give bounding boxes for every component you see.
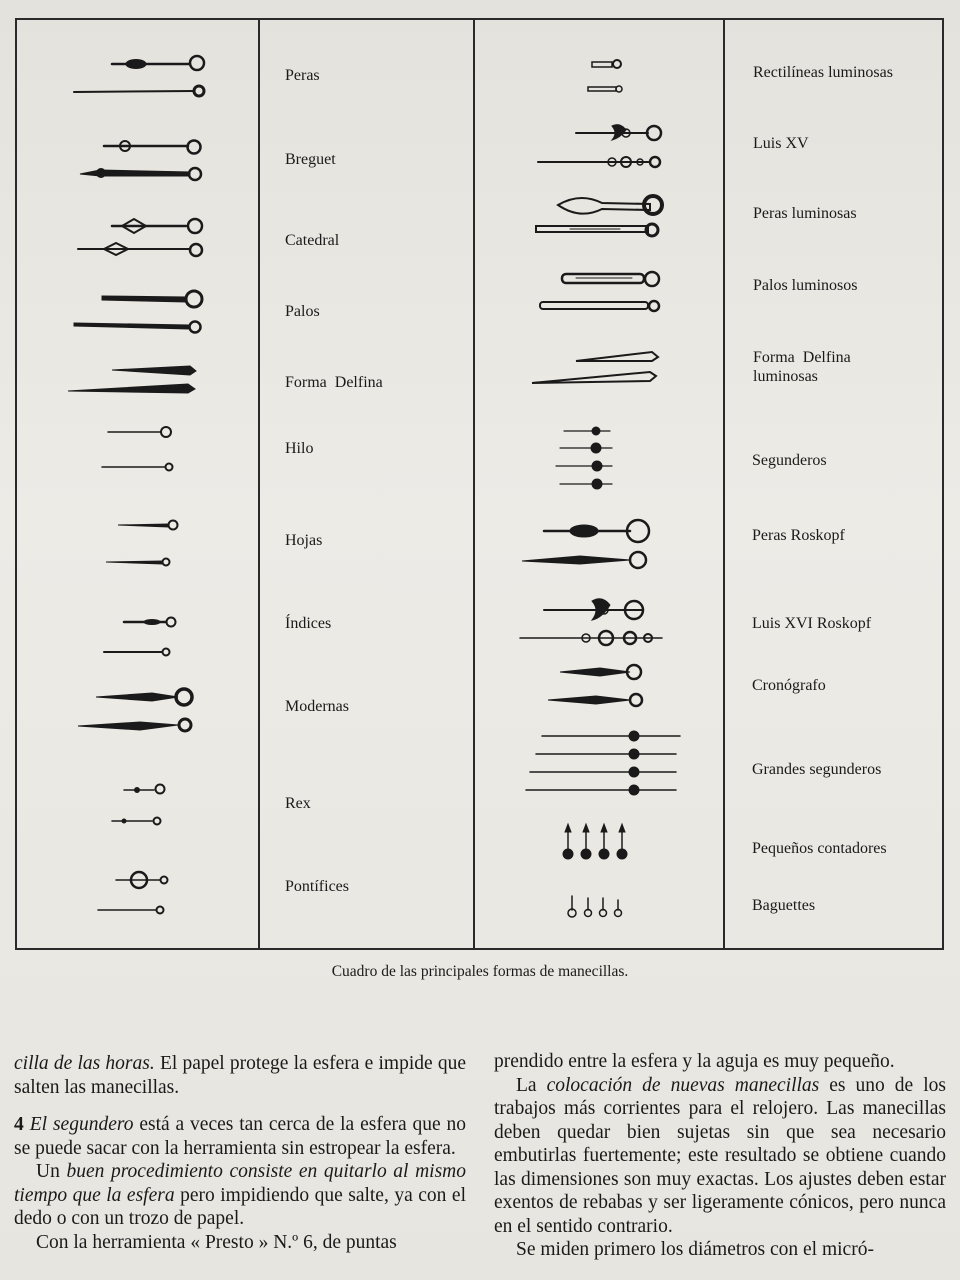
peras-luminosas-hands-icon bbox=[536, 196, 662, 236]
hojas-hands-icon bbox=[106, 521, 178, 566]
modernas-hands-icon bbox=[78, 689, 192, 731]
label-pequenos-contadores: Pequeños contadores bbox=[752, 840, 887, 857]
label-peras: Peras bbox=[285, 67, 320, 84]
label-palos-luminosos: Palos luminosos bbox=[753, 277, 858, 294]
grandes-segunderos-hands-icon bbox=[526, 731, 680, 795]
paragraph: Un buen procedimiento consiste en quitarlo al mismo tiempo que la esfera pero impidiendo que salte, ya con el dedo o con un trozo de papel. bbox=[14, 1161, 466, 1229]
paragraph: Se miden primero los diámetros con el micró- bbox=[516, 1239, 874, 1260]
forma-delfina-luminosas-hands-icon bbox=[532, 352, 658, 383]
indices-hands-icon bbox=[104, 618, 176, 656]
label-luis-xvi-roskopf: Luis XVI Roskopf bbox=[752, 615, 872, 632]
paragraph: La colocación de nuevas manecillas es uno de los trabajos más corrientes para el relojero. Las manecillas deben quedar bien sujetas sin que sea necesario embutirlas fuertemente; este resultado se obtiene cuando las dimensiones son muy exactas. Los ajustes deben estar exentos de rebabas y ser ligeramente cónicos, pero nunca en el sentido contrario. bbox=[494, 1074, 946, 1237]
rex-hands-icon bbox=[112, 785, 165, 825]
peras-roskopf-hands-icon bbox=[522, 520, 649, 568]
label-hojas: Hojas bbox=[285, 532, 323, 549]
label-modernas: Modernas bbox=[285, 698, 349, 715]
label-luis-xv: Luis XV bbox=[753, 135, 809, 152]
label-rectilineas-luminosas: Rectilíneas luminosas bbox=[753, 64, 893, 81]
label-palos: Palos bbox=[285, 303, 320, 320]
label-hilo: Hilo bbox=[285, 440, 314, 457]
label-forma-delfina: Forma Delfina bbox=[285, 374, 383, 391]
label-grandes-segunderos: Grandes segunderos bbox=[752, 761, 882, 778]
catedral-hands-icon bbox=[78, 219, 202, 256]
label-rex: Rex bbox=[285, 795, 311, 812]
rectilineas-luminosas-hands-icon bbox=[588, 60, 622, 92]
paragraph: Con la herramienta « Presto » N.º 6, de puntas bbox=[36, 1231, 397, 1253]
label-segunderos: Segunderos bbox=[752, 452, 827, 469]
label-pontifices: Pontífices bbox=[285, 878, 349, 895]
paragraph: prendido entre la esfera y la aguja es muy pequeño. bbox=[494, 1051, 895, 1072]
hilo-hands-icon bbox=[102, 427, 173, 471]
label-forma-delfina-luminosas: Forma Delfina luminosas bbox=[753, 349, 851, 385]
table-caption: Cuadro de las principales formas de manecillas. bbox=[331, 963, 629, 980]
forma-delfina-hands-icon bbox=[68, 366, 196, 393]
breguet-hands-icon bbox=[80, 141, 201, 181]
text-column-right bbox=[494, 1050, 946, 1262]
luis-xvi-roskopf-hands-icon bbox=[520, 599, 662, 645]
label-cronografo: Cronógrafo bbox=[752, 677, 826, 694]
label-indices: Índices bbox=[285, 615, 332, 632]
text-column-left bbox=[14, 1052, 466, 1254]
luis-xv-hands-icon bbox=[538, 125, 661, 167]
segunderos-hands-icon bbox=[556, 427, 612, 489]
palos-luminosos-hands-icon bbox=[540, 272, 659, 311]
baguettes-hands-icon bbox=[568, 896, 622, 917]
palos-hands-icon bbox=[74, 291, 202, 333]
peras-hands-icon bbox=[74, 56, 204, 96]
label-baguettes: Baguettes bbox=[752, 897, 816, 914]
label-catedral: Catedral bbox=[285, 232, 340, 249]
pontifices-hands-icon bbox=[98, 872, 168, 914]
label-breguet: Breguet bbox=[285, 151, 336, 168]
label-peras-roskopf: Peras Roskopf bbox=[752, 527, 845, 544]
pequenos-contadores-hands-icon bbox=[563, 824, 627, 859]
paragraph: cilla de las horas. El papel protege la esfera e impide que salten las manecillas. bbox=[14, 1053, 466, 1098]
cronografo-hands-icon bbox=[548, 665, 642, 706]
label-peras-luminosas: Peras luminosas bbox=[753, 205, 857, 222]
paragraph: 4 El segundero está a veces tan cerca de la esfera que no se puede sacar con la herramienta sin estropear la esfera. bbox=[14, 1114, 467, 1159]
